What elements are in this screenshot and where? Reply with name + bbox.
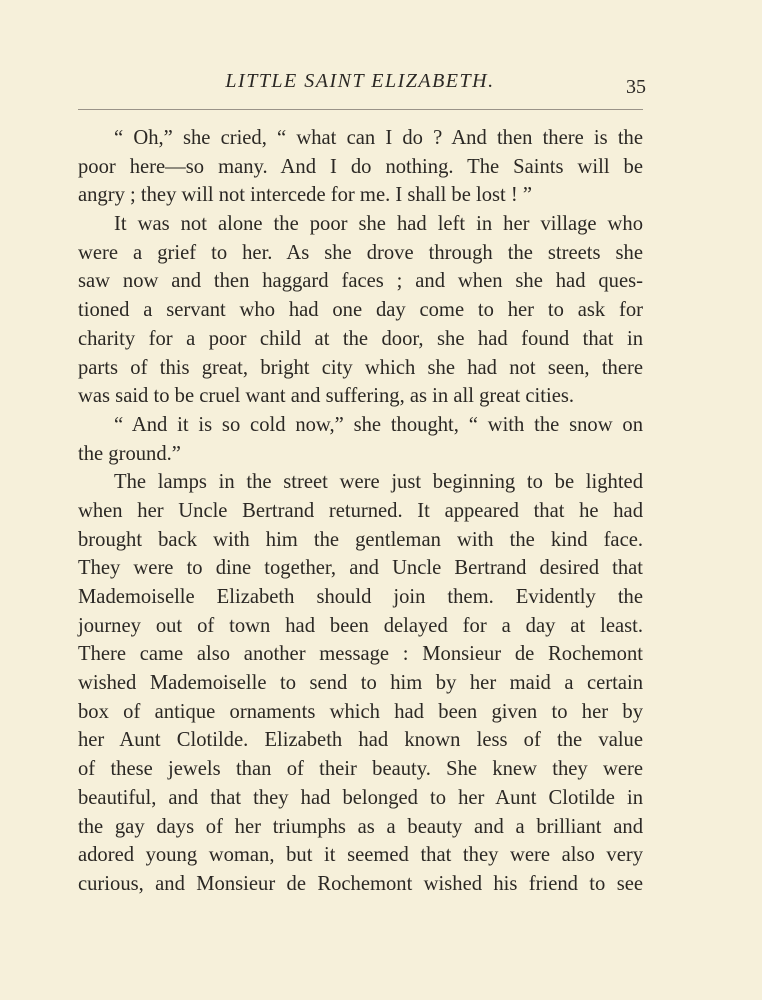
text-line: wished Mademoiselle to send to him by her maid a certain — [78, 672, 643, 695]
text-line: poor here—so many. And I do nothing. The Saints will be — [78, 155, 643, 178]
text-line: There came also another message : Monsieur de Rochemont — [78, 643, 643, 666]
text-line: beautiful, and that they had belonged to her Aunt Clotilde in — [78, 786, 643, 809]
page-number: 35 — [626, 76, 646, 98]
text-line: the ground.” — [78, 442, 181, 465]
text-line: saw now and then haggard faces ; and when she had ques- — [78, 270, 643, 293]
running-head — [0, 70, 762, 100]
text-line: the gay days of her triumphs as a beauty and a brilliant and — [78, 815, 643, 838]
text-line: Mademoiselle Elizabeth should join them. Evidently the — [78, 586, 643, 608]
text-line: parts of this great, bright city which she had not seen, there — [78, 356, 643, 379]
text-line: charity for a poor child at the door, she had found that in — [78, 327, 643, 350]
text-line: journey out of town had been delayed for a day at least. — [78, 614, 643, 637]
text-line: adored young woman, but it seemed that they were also very — [78, 844, 643, 867]
text-line: brought back with him the gentleman with the kind face. — [78, 528, 643, 551]
text-line: They were to dine together, and Uncle Bertrand desired that — [78, 557, 643, 580]
text-line: angry ; they will not intercede for me. I shall be lost ! ” — [78, 184, 533, 207]
text-line: tioned a servant who had one day come to her to ask for — [78, 299, 643, 322]
text-line: of these jewels than of their beauty. She knew they were — [78, 758, 643, 781]
text-line: her Aunt Clotilde. Elizabeth had known less of the value — [78, 729, 643, 752]
text-line: box of antique ornaments which had been given to her by — [78, 700, 643, 723]
text-line: It was not alone the poor she had left in her village who — [114, 213, 643, 236]
text-line: when her Uncle Bertrand returned. It appeared that he had — [78, 499, 643, 522]
text-line: “ And it is so cold now,” she thought, “ with the snow on — [114, 413, 643, 436]
text-line: were a grief to her. As she drove through the streets she — [78, 241, 643, 264]
text-line: was said to be cruel want and suffering, as in all great cities. — [78, 385, 574, 408]
text-line: The lamps in the street were just beginning to be lighted — [114, 471, 643, 494]
header-rule — [78, 109, 643, 110]
text-line: curious, and Monsieur de Rochemont wished his friend to see — [78, 872, 643, 895]
text-line: “ Oh,” she cried, “ what can I do ? And then there is the — [114, 127, 643, 149]
running-title: LITTLE SAINT ELIZABETH. — [225, 70, 495, 92]
body-text — [78, 124, 643, 899]
